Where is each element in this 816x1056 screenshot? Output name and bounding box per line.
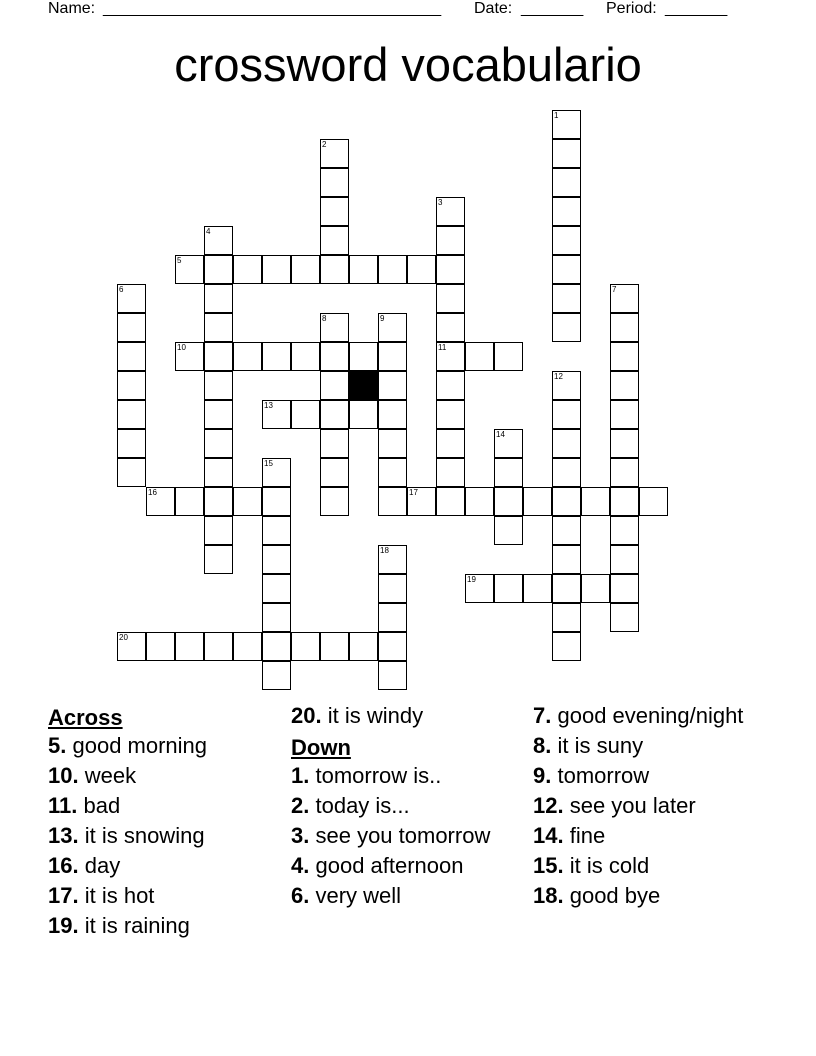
grid-cell[interactable] — [610, 429, 639, 458]
grid-cell[interactable] — [610, 574, 639, 603]
grid-cell[interactable] — [610, 342, 639, 371]
clue-number-4: 4 — [206, 227, 211, 236]
date-blank[interactable]: _______ — [521, 0, 584, 17]
clues-column-3 — [533, 703, 768, 913]
grid-cell[interactable] — [233, 487, 262, 516]
grid-cell[interactable] — [494, 487, 523, 516]
grid-cell[interactable] — [320, 342, 349, 371]
grid-cell[interactable] — [204, 632, 233, 661]
grid-cell[interactable] — [117, 400, 146, 429]
grid-cell[interactable] — [291, 632, 320, 661]
grid-cell[interactable] — [349, 632, 378, 661]
across-clue — [48, 763, 278, 788]
grid-cell[interactable] — [175, 632, 204, 661]
grid-cell[interactable] — [639, 487, 668, 516]
grid-cell[interactable] — [610, 458, 639, 487]
clue-number: 19. — [48, 913, 79, 938]
grid-cell[interactable] — [610, 516, 639, 545]
clue-number-20: 20 — [119, 633, 128, 642]
date-label: Date: — [474, 0, 513, 17]
across-clue — [291, 703, 516, 728]
down-clue — [291, 853, 516, 878]
grid-cell[interactable] — [552, 487, 581, 516]
down-clue — [533, 853, 768, 878]
grid-cell[interactable] — [175, 487, 204, 516]
clue-number-8: 8 — [322, 314, 327, 323]
grid-cell[interactable] — [349, 255, 378, 284]
grid-cell[interactable] — [523, 574, 552, 603]
grid-cell[interactable] — [465, 342, 494, 371]
grid-cell[interactable] — [204, 255, 233, 284]
grid-cell[interactable] — [320, 197, 349, 226]
grid-cell[interactable] — [291, 342, 320, 371]
grid-cell[interactable] — [262, 255, 291, 284]
clue-number-15: 15 — [264, 459, 273, 468]
clue-number: 14. — [533, 823, 564, 848]
grid-cell[interactable] — [610, 487, 639, 516]
grid-cell[interactable] — [233, 342, 262, 371]
grid-cell[interactable] — [320, 458, 349, 487]
grid-cell[interactable] — [320, 226, 349, 255]
clue-text: very well — [315, 883, 402, 908]
clue-text: today is... — [315, 793, 410, 818]
clues-column-1 — [48, 703, 278, 943]
grid-cell[interactable] — [552, 516, 581, 545]
grid-cell[interactable] — [378, 574, 407, 603]
clue-text: good afternoon — [315, 853, 464, 878]
clue-text: bad — [83, 793, 121, 818]
clue-text: it is raining — [84, 913, 190, 938]
down-clue — [533, 823, 768, 848]
clue-text: see you later — [569, 793, 696, 818]
clue-text: good bye — [569, 883, 661, 908]
grid-cell[interactable] — [262, 487, 291, 516]
grid-cell[interactable] — [291, 255, 320, 284]
clue-number: 5. — [48, 733, 67, 758]
clue-number-17: 17 — [409, 488, 418, 497]
clue-number: 18. — [533, 883, 564, 908]
grid-cell[interactable] — [407, 255, 436, 284]
clue-number-7: 7 — [612, 285, 617, 294]
down-clue — [291, 793, 516, 818]
clue-number: 3. — [291, 823, 310, 848]
clue-number-2: 2 — [322, 140, 327, 149]
grid-cell[interactable] — [552, 313, 581, 342]
grid-cell[interactable] — [610, 313, 639, 342]
clue-text: it is snowing — [84, 823, 205, 848]
grid-cell[interactable] — [378, 603, 407, 632]
clue-number-6: 6 — [119, 285, 124, 294]
grid-cell[interactable] — [204, 429, 233, 458]
clue-number: 11. — [48, 793, 78, 818]
grid-cell[interactable] — [378, 400, 407, 429]
clue-text: fine — [569, 823, 606, 848]
name-blank[interactable]: ______________________________________ — [103, 0, 442, 17]
down-heading: Down — [291, 735, 351, 760]
grid-cell[interactable] — [436, 400, 465, 429]
clue-number: 20. — [291, 703, 322, 728]
grid-cell[interactable] — [552, 284, 581, 313]
black-cell — [349, 371, 378, 400]
grid-cell[interactable] — [320, 168, 349, 197]
clue-number: 9. — [533, 763, 552, 788]
clue-number: 8. — [533, 733, 552, 758]
down-clue — [533, 733, 768, 758]
clue-number: 17. — [48, 883, 79, 908]
grid-cell[interactable] — [262, 342, 291, 371]
clue-number-12: 12 — [554, 372, 563, 381]
grid-cell[interactable] — [146, 632, 175, 661]
clue-number-5: 5 — [177, 256, 182, 265]
grid-cell[interactable] — [436, 371, 465, 400]
clues-column-2 — [291, 703, 516, 913]
clue-number-3: 3 — [438, 198, 443, 207]
grid-cell[interactable] — [581, 574, 610, 603]
grid-cell[interactable] — [610, 400, 639, 429]
name-label: Name: — [48, 0, 96, 17]
clue-text: week — [84, 763, 137, 788]
grid-cell[interactable] — [349, 400, 378, 429]
clue-text: day — [84, 853, 121, 878]
grid-cell[interactable] — [117, 342, 146, 371]
clue-number: 1. — [291, 763, 310, 788]
grid-cell[interactable] — [494, 458, 523, 487]
clue-number: 13. — [48, 823, 79, 848]
grid-cell[interactable] — [378, 342, 407, 371]
grid-cell[interactable] — [204, 342, 233, 371]
grid-cell[interactable] — [117, 313, 146, 342]
grid-cell[interactable] — [204, 400, 233, 429]
clue-number: 6. — [291, 883, 310, 908]
page-title: crossword vocabulario — [174, 38, 642, 91]
grid-cell[interactable] — [262, 632, 291, 661]
grid-cell[interactable] — [378, 458, 407, 487]
clue-number-16: 16 — [148, 488, 157, 497]
grid-cell[interactable] — [378, 661, 407, 690]
grid-cell[interactable] — [436, 226, 465, 255]
grid-cell[interactable] — [494, 516, 523, 545]
clue-number: 15. — [533, 853, 564, 878]
down-clue — [533, 793, 768, 818]
clue-number: 2. — [291, 793, 310, 818]
across-clue — [48, 883, 278, 908]
grid-cell[interactable] — [436, 458, 465, 487]
grid-cell[interactable] — [378, 371, 407, 400]
grid-cell[interactable] — [436, 284, 465, 313]
down-clue — [291, 883, 516, 908]
clue-text: good evening/night — [557, 703, 744, 728]
clue-number-10: 10 — [177, 343, 186, 352]
clue-number-9: 9 — [380, 314, 385, 323]
down-clue — [533, 763, 768, 788]
across-clue — [48, 733, 278, 758]
grid-cell[interactable] — [204, 458, 233, 487]
grid-cell[interactable] — [581, 487, 610, 516]
grid-cell[interactable] — [204, 516, 233, 545]
grid-cell[interactable] — [378, 632, 407, 661]
grid-cell[interactable] — [320, 487, 349, 516]
grid-cell[interactable] — [552, 168, 581, 197]
across-clue — [48, 913, 278, 938]
grid-cell[interactable] — [233, 255, 262, 284]
grid-cell[interactable] — [349, 342, 378, 371]
grid-cell[interactable] — [552, 632, 581, 661]
clue-number-13: 13 — [264, 401, 273, 410]
grid-cell[interactable] — [320, 429, 349, 458]
grid-cell[interactable] — [552, 603, 581, 632]
grid-cell[interactable] — [378, 429, 407, 458]
down-clue-list — [291, 763, 516, 908]
clue-number-19: 19 — [467, 575, 476, 584]
down-clue — [533, 703, 768, 728]
down-clue — [291, 763, 516, 788]
grid-cell[interactable] — [552, 139, 581, 168]
grid-cell[interactable] — [320, 371, 349, 400]
grid-cell[interactable] — [204, 313, 233, 342]
clue-text: it is windy — [327, 703, 424, 728]
clue-text: see you tomorrow — [315, 823, 491, 848]
grid-cell[interactable] — [262, 574, 291, 603]
grid-cell[interactable] — [552, 545, 581, 574]
grid-cell[interactable] — [320, 255, 349, 284]
clue-number: 16. — [48, 853, 79, 878]
grid-cell[interactable] — [610, 545, 639, 574]
grid-cell[interactable] — [262, 603, 291, 632]
grid-cell[interactable] — [204, 284, 233, 313]
across-clue-list-continued — [291, 703, 516, 728]
grid-cell[interactable] — [436, 255, 465, 284]
grid-cell[interactable] — [204, 545, 233, 574]
clue-text: good morning — [72, 733, 208, 758]
grid-cell[interactable] — [262, 661, 291, 690]
grid-cell[interactable] — [552, 574, 581, 603]
clue-text: tomorrow — [557, 763, 650, 788]
clue-number: 10. — [48, 763, 79, 788]
grid-cell[interactable] — [320, 632, 349, 661]
grid-cell[interactable] — [494, 574, 523, 603]
grid-cell[interactable] — [494, 342, 523, 371]
grid-cell[interactable] — [552, 226, 581, 255]
down-clue — [291, 823, 516, 848]
grid-cell[interactable] — [552, 255, 581, 284]
grid-cell[interactable] — [552, 197, 581, 226]
clue-text: it is hot — [84, 883, 155, 908]
grid-cell[interactable] — [610, 371, 639, 400]
period-label: Period: — [606, 0, 657, 17]
period-blank[interactable]: _______ — [665, 0, 728, 17]
grid-cell[interactable] — [436, 313, 465, 342]
clue-number-1: 1 — [554, 111, 559, 120]
grid-cell[interactable] — [291, 400, 320, 429]
down-clue-list-continued — [533, 703, 768, 908]
grid-cell[interactable] — [262, 545, 291, 574]
grid-cell[interactable] — [552, 429, 581, 458]
across-heading: Across — [48, 705, 123, 730]
clue-number: 12. — [533, 793, 564, 818]
across-clue-list — [48, 733, 278, 938]
clue-number: 4. — [291, 853, 310, 878]
across-clue — [48, 823, 278, 848]
clue-number-11: 11 — [438, 343, 447, 352]
grid-cell[interactable] — [436, 429, 465, 458]
clue-number-18: 18 — [380, 546, 389, 555]
grid-cell[interactable] — [378, 255, 407, 284]
clue-number-14: 14 — [496, 430, 505, 439]
down-clue — [533, 883, 768, 908]
grid-cell[interactable] — [204, 487, 233, 516]
grid-cell[interactable] — [262, 516, 291, 545]
grid-cell[interactable] — [233, 632, 262, 661]
clue-text: tomorrow is.. — [315, 763, 442, 788]
clue-text: it is suny — [557, 733, 644, 758]
clue-number: 7. — [533, 703, 552, 728]
across-clue — [48, 853, 278, 878]
grid-cell[interactable] — [378, 487, 407, 516]
grid-cell[interactable] — [465, 487, 494, 516]
grid-cell[interactable] — [552, 400, 581, 429]
grid-cell[interactable] — [117, 429, 146, 458]
across-clue — [48, 793, 278, 818]
grid-cell[interactable] — [117, 371, 146, 400]
grid-cell[interactable] — [523, 487, 552, 516]
grid-cell[interactable] — [436, 487, 465, 516]
grid-cell[interactable] — [610, 603, 639, 632]
grid-cell[interactable] — [552, 458, 581, 487]
clue-text: it is cold — [569, 853, 650, 878]
grid-cell[interactable] — [117, 458, 146, 487]
grid-cell[interactable] — [320, 400, 349, 429]
grid-cell[interactable] — [204, 371, 233, 400]
